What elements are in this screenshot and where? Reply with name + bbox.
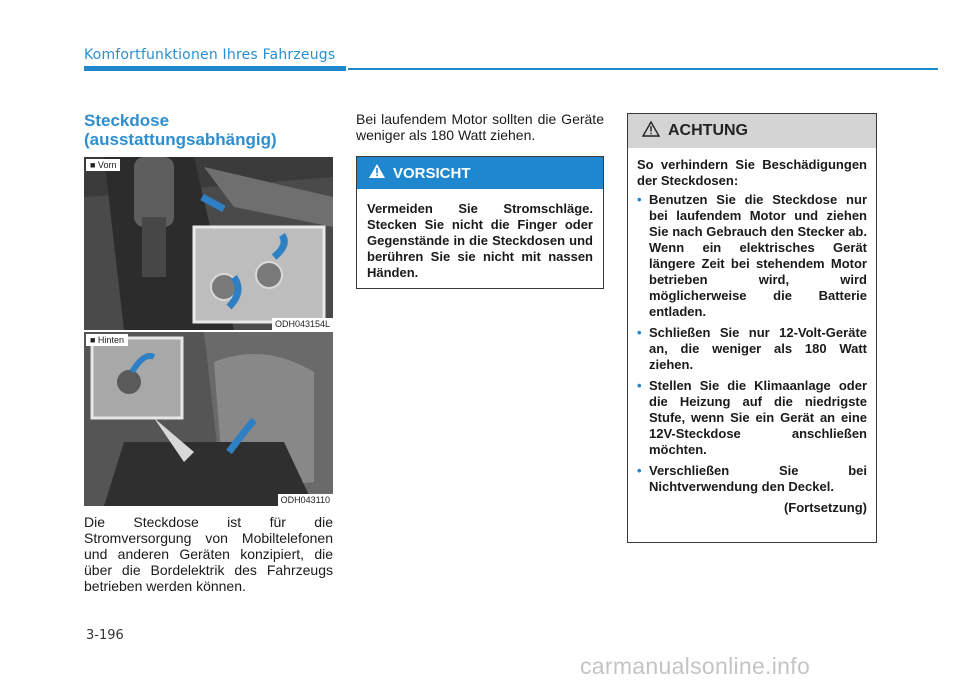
caution-header (357, 157, 603, 189)
page-title: Steckdose (ausstattungsabhängig) (84, 111, 277, 149)
warning-triangle-icon (642, 121, 660, 142)
bullet-dot-icon: • (637, 192, 642, 207)
wattage-paragraph: Bei laufendem Motor sollten die Geräte weniger als 180 Watt ziehen. (356, 111, 604, 143)
rear-socket-photo (84, 332, 333, 506)
warning-intro: So verhindern Sie Beschädigungen der Steckdosen: (637, 157, 867, 188)
warning-bullet: • Verschließen Sie bei Nichtverwendung den Deckel. (637, 463, 867, 494)
caution-box (356, 156, 604, 289)
front-socket-photo (84, 157, 333, 330)
warning-header (628, 114, 876, 148)
rear-photo-code: ODH043110 (278, 494, 333, 506)
section-header: Komfortfunktionen Ihres Fahrzeugs (84, 47, 336, 63)
warning-triangle-icon (369, 164, 385, 182)
bullet-dot-icon: • (637, 463, 642, 478)
front-photo-code: ODH043154L (272, 318, 333, 330)
intro-paragraph: Die Steckdose ist für die Stromversorgung von Mobiltelefonen und anderen Geräten konzipiert, die über die Bordelektrik des Fahrzeugs betrieben werden können. (84, 514, 333, 594)
caution-text: Vermeiden Sie Stromschläge. Stecken Sie nicht die Finger oder Gegenstände in die Steckdosen und berühren Sie sie nicht mit nassen Händen. (367, 201, 593, 280)
header-rule-thick (84, 66, 346, 71)
continued-note: (Fortsetzung) (783, 500, 867, 515)
warning-bullet: • Benutzen Sie die Steckdose nur bei laufendem Motor und ziehen Sie nach Gebrauch den Stecker ab. Wenn ein elektrisches Gerät längere Zeit bei stehendem Motor betrieben wird, wird möglicherweise die Batterie entladen. (637, 192, 867, 319)
front-photo-label: ■ Vorn (86, 159, 120, 171)
warning-bullet: • Stellen Sie die Klimaanlage oder die Heizung auf die niedrigste Stufe, wenn Sie ein Gerät an eine 12V-Steckdose anschließen möchten. (637, 378, 867, 457)
watermark: carmanualsonline.info (580, 653, 811, 679)
header-rule-thin (348, 68, 938, 70)
rear-photo-label: ■ Hinten (86, 334, 128, 346)
warning-bullet: • Schließen Sie nur 12-Volt-Geräte an, die weniger als 180 Watt ziehen. (637, 325, 867, 372)
caution-title: VORSICHT (393, 164, 471, 182)
bullet-dot-icon: • (637, 325, 642, 340)
warning-box (627, 113, 877, 543)
bullet-dot-icon: • (637, 378, 642, 393)
warning-title: ACHTUNG (668, 122, 748, 139)
page-number: 3-196 (86, 628, 124, 643)
